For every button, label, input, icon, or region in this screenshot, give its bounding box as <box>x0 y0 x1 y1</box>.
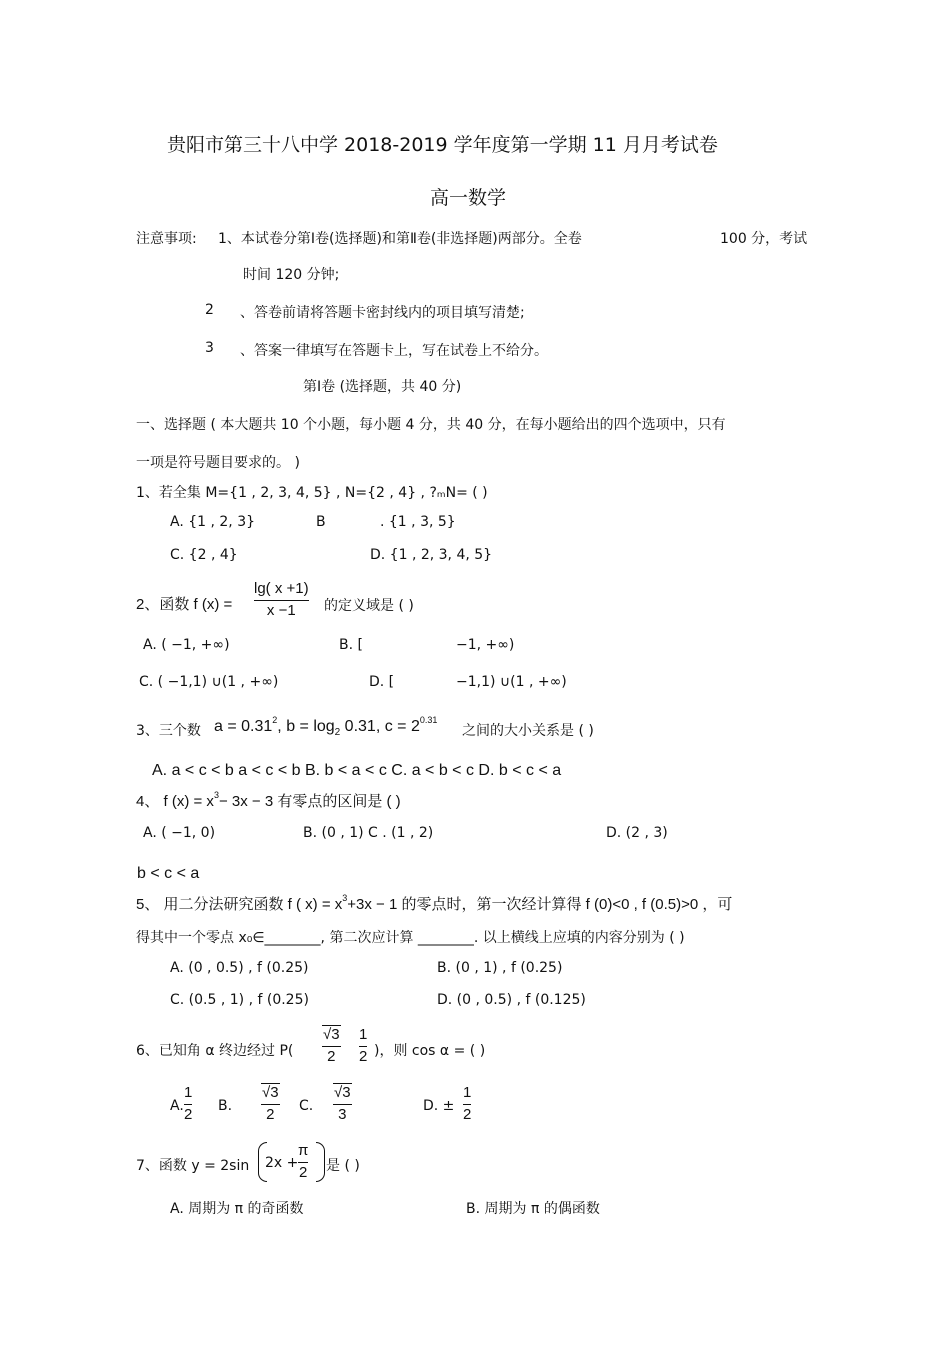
question-6-x-numerator: √3 <box>323 1026 340 1043</box>
question-4-exponent: 3 <box>213 790 219 800</box>
question-2-option-b-prefix: B. [ <box>339 637 363 653</box>
expr-b-base: 2 <box>334 727 341 739</box>
question-6-y-denominator: 2 <box>359 1047 368 1065</box>
question-6-fraction-x <box>322 1026 341 1067</box>
option-b-numerator: √3 <box>262 1084 279 1101</box>
option-a-denominator: 2 <box>184 1105 193 1123</box>
option-d-numerator: 1 <box>463 1084 472 1101</box>
notice-label: 注意事项: <box>136 231 197 247</box>
question-2-fraction <box>254 580 309 621</box>
question-2-suffix: 的定义域是 ( ) <box>324 598 414 614</box>
notice-item-2-number: 2 <box>205 302 214 318</box>
option-b-denominator: 2 <box>266 1105 275 1123</box>
question-4-stray-text: b < c < a <box>137 865 200 882</box>
option-c-numerator: √3 <box>334 1084 351 1101</box>
question-3-prefix: 3、三个数 <box>136 723 201 739</box>
option-a-numerator: 1 <box>184 1084 193 1101</box>
question-1-stem: 1、若全集 M={1 , 2, 3, 4, 5} , N={2 , 4} , ?ₘN= ( ) <box>136 485 488 501</box>
fraction-bar <box>463 1104 471 1105</box>
question-6-x-denominator: 2 <box>327 1047 336 1065</box>
question-6-option-c-label: C. <box>299 1098 314 1114</box>
question-2-option-a: A. ( −1, +∞) <box>143 637 230 653</box>
question-6-fraction-y <box>359 1026 367 1067</box>
question-2-option-d-prefix: D. [ <box>369 674 395 690</box>
question-7-prefix: 7、函数 y = 2sin <box>136 1158 250 1174</box>
section-instructions-line-1: 一、选择题 ( 本大题共 10 个小题，每小题 4 分，共 40 分，在每小题给出的四个选项中，只有 <box>136 417 726 433</box>
question-6-option-b-label: B. <box>218 1098 233 1114</box>
question-2-numerator: lg( x +1) <box>254 580 309 597</box>
notice-item-3: 、答案一律填写在答题卡上，写在试卷上不给分。 <box>240 343 548 359</box>
question-4-option-d: D. (2 , 3) <box>606 825 668 841</box>
expr-c: 0.31, c = 2 <box>340 718 420 735</box>
fraction-bar <box>261 1104 280 1105</box>
question-2-option-d: −1,1) ∪(1 , +∞) <box>456 674 567 690</box>
fraction-bar <box>333 1104 352 1105</box>
question-5-option-a: A. (0 , 0.5) , f (0.25) <box>170 960 309 976</box>
exam-subject: 高一数学 <box>430 187 507 209</box>
question-2-option-b: −1, +∞) <box>456 637 515 653</box>
question-5-exponent: 3 <box>342 893 348 903</box>
fraction-bar <box>184 1104 192 1105</box>
expr-a-exponent: 2 <box>272 715 278 725</box>
question-7-inner: 2x + <box>265 1155 299 1171</box>
question-5-line-1-a: 5、 用二分法研究函数 f ( x) = x <box>136 896 343 913</box>
question-1-option-a: A. {1 , 2, 3} <box>170 514 256 530</box>
question-2-prefix: 2、函数 f (x) = <box>136 596 233 613</box>
pi-numerator: π <box>298 1142 309 1159</box>
question-3-suffix: 之间的大小关系是 ( ) <box>462 723 594 739</box>
question-6-option-a-fraction <box>184 1084 192 1125</box>
section-instructions-line-2: 一项是符号题目要求的。 ) <box>136 455 300 471</box>
question-6-y-numerator: 1 <box>359 1026 368 1043</box>
question-4-stem-b: − 3x − 3 有零点的区间是 ( ) <box>218 793 401 810</box>
option-d-denominator: 2 <box>463 1105 472 1123</box>
option-c-denominator: 3 <box>338 1105 347 1123</box>
right-parenthesis <box>316 1142 325 1182</box>
question-1-option-b: . {1 , 3, 5} <box>380 514 456 530</box>
question-4-stem-a: 4、 f (x) = x <box>136 793 214 810</box>
part-one-heading: 第Ⅰ卷 (选择题，共 40 分) <box>303 379 462 395</box>
question-2-option-c: C. ( −1,1) ∪(1 , +∞) <box>139 674 279 690</box>
question-3-expression <box>214 715 438 739</box>
question-5-line-2: 得其中一个零点 x₀∈________, 第二次应计算 ________. 以上横线上应填的内容分别为 ( ) <box>136 930 685 946</box>
notice-item-1-score: 100 分，考试 <box>720 231 808 247</box>
expr-b: , b = log <box>277 718 335 735</box>
question-5-option-b: B. (0 , 1) , f (0.25) <box>437 960 563 976</box>
notice-item-2: 、答卷前请将答题卡密封线内的项目填写清楚; <box>240 305 525 321</box>
question-3-options: A. a < c < b a < c < b B. b < a < c C. a < b < c D. b < c < a <box>152 762 562 779</box>
question-2-denominator: x −1 <box>266 601 296 619</box>
question-6-option-d-label: D. ± <box>423 1098 455 1114</box>
question-5-option-d: D. (0 , 0.5) , f (0.125) <box>437 992 586 1008</box>
notice-item-1: 1、本试卷分第Ⅰ卷(选择题)和第Ⅱ卷(非选择题)两部分。全卷 <box>218 231 582 247</box>
question-6-prefix: 6、已知角 α 终边经过 P( <box>136 1043 294 1059</box>
question-6-option-c-fraction <box>333 1084 352 1125</box>
question-6-suffix: )，则 cos α = ( ) <box>374 1043 486 1059</box>
expr-a: a = 0.31 <box>214 718 273 735</box>
question-1-option-c: C. {2 , 4} <box>170 547 238 563</box>
notice-item-1-time: 时间 120 分钟; <box>243 267 340 283</box>
fraction-bar <box>322 1046 341 1047</box>
question-1-option-d: D. {1 , 2, 3, 4, 5} <box>370 547 493 563</box>
question-7-pi-fraction <box>298 1142 308 1183</box>
question-6-option-a-label: A. <box>170 1098 184 1114</box>
fraction-bar <box>298 1162 308 1163</box>
question-4-option-b-c: B. (0 , 1) C . (1 , 2) <box>303 825 434 841</box>
pi-denominator: 2 <box>299 1163 308 1181</box>
question-7-option-b: B. 周期为 π 的偶函数 <box>466 1201 600 1217</box>
fraction-bar <box>359 1046 367 1047</box>
exam-title: 贵阳市第三十八中学 2018-2019 学年度第一学期 11 月月考试卷 <box>167 134 718 156</box>
question-1-option-b-letter: B <box>316 514 326 530</box>
question-7-option-a: A. 周期为 π 的奇函数 <box>170 1201 304 1217</box>
expr-c-exponent: 0.31 <box>419 715 438 725</box>
question-7-suffix: 是 ( ) <box>326 1158 360 1174</box>
question-6-option-d-fraction <box>463 1084 471 1125</box>
question-6-option-b-fraction <box>261 1084 280 1125</box>
question-4-option-a: A. ( −1, 0) <box>143 825 216 841</box>
question-4-stem <box>136 790 401 811</box>
question-5-line-1 <box>136 893 732 914</box>
notice-item-3-number: 3 <box>205 340 214 356</box>
question-5-option-c: C. (0.5 , 1) , f (0.25) <box>170 992 309 1008</box>
fraction-bar <box>254 600 309 601</box>
question-5-line-1-b: +3x − 1 的零点时，第一次经计算得 f (0)<0 , f (0.5)>0 ，可 <box>347 896 733 913</box>
